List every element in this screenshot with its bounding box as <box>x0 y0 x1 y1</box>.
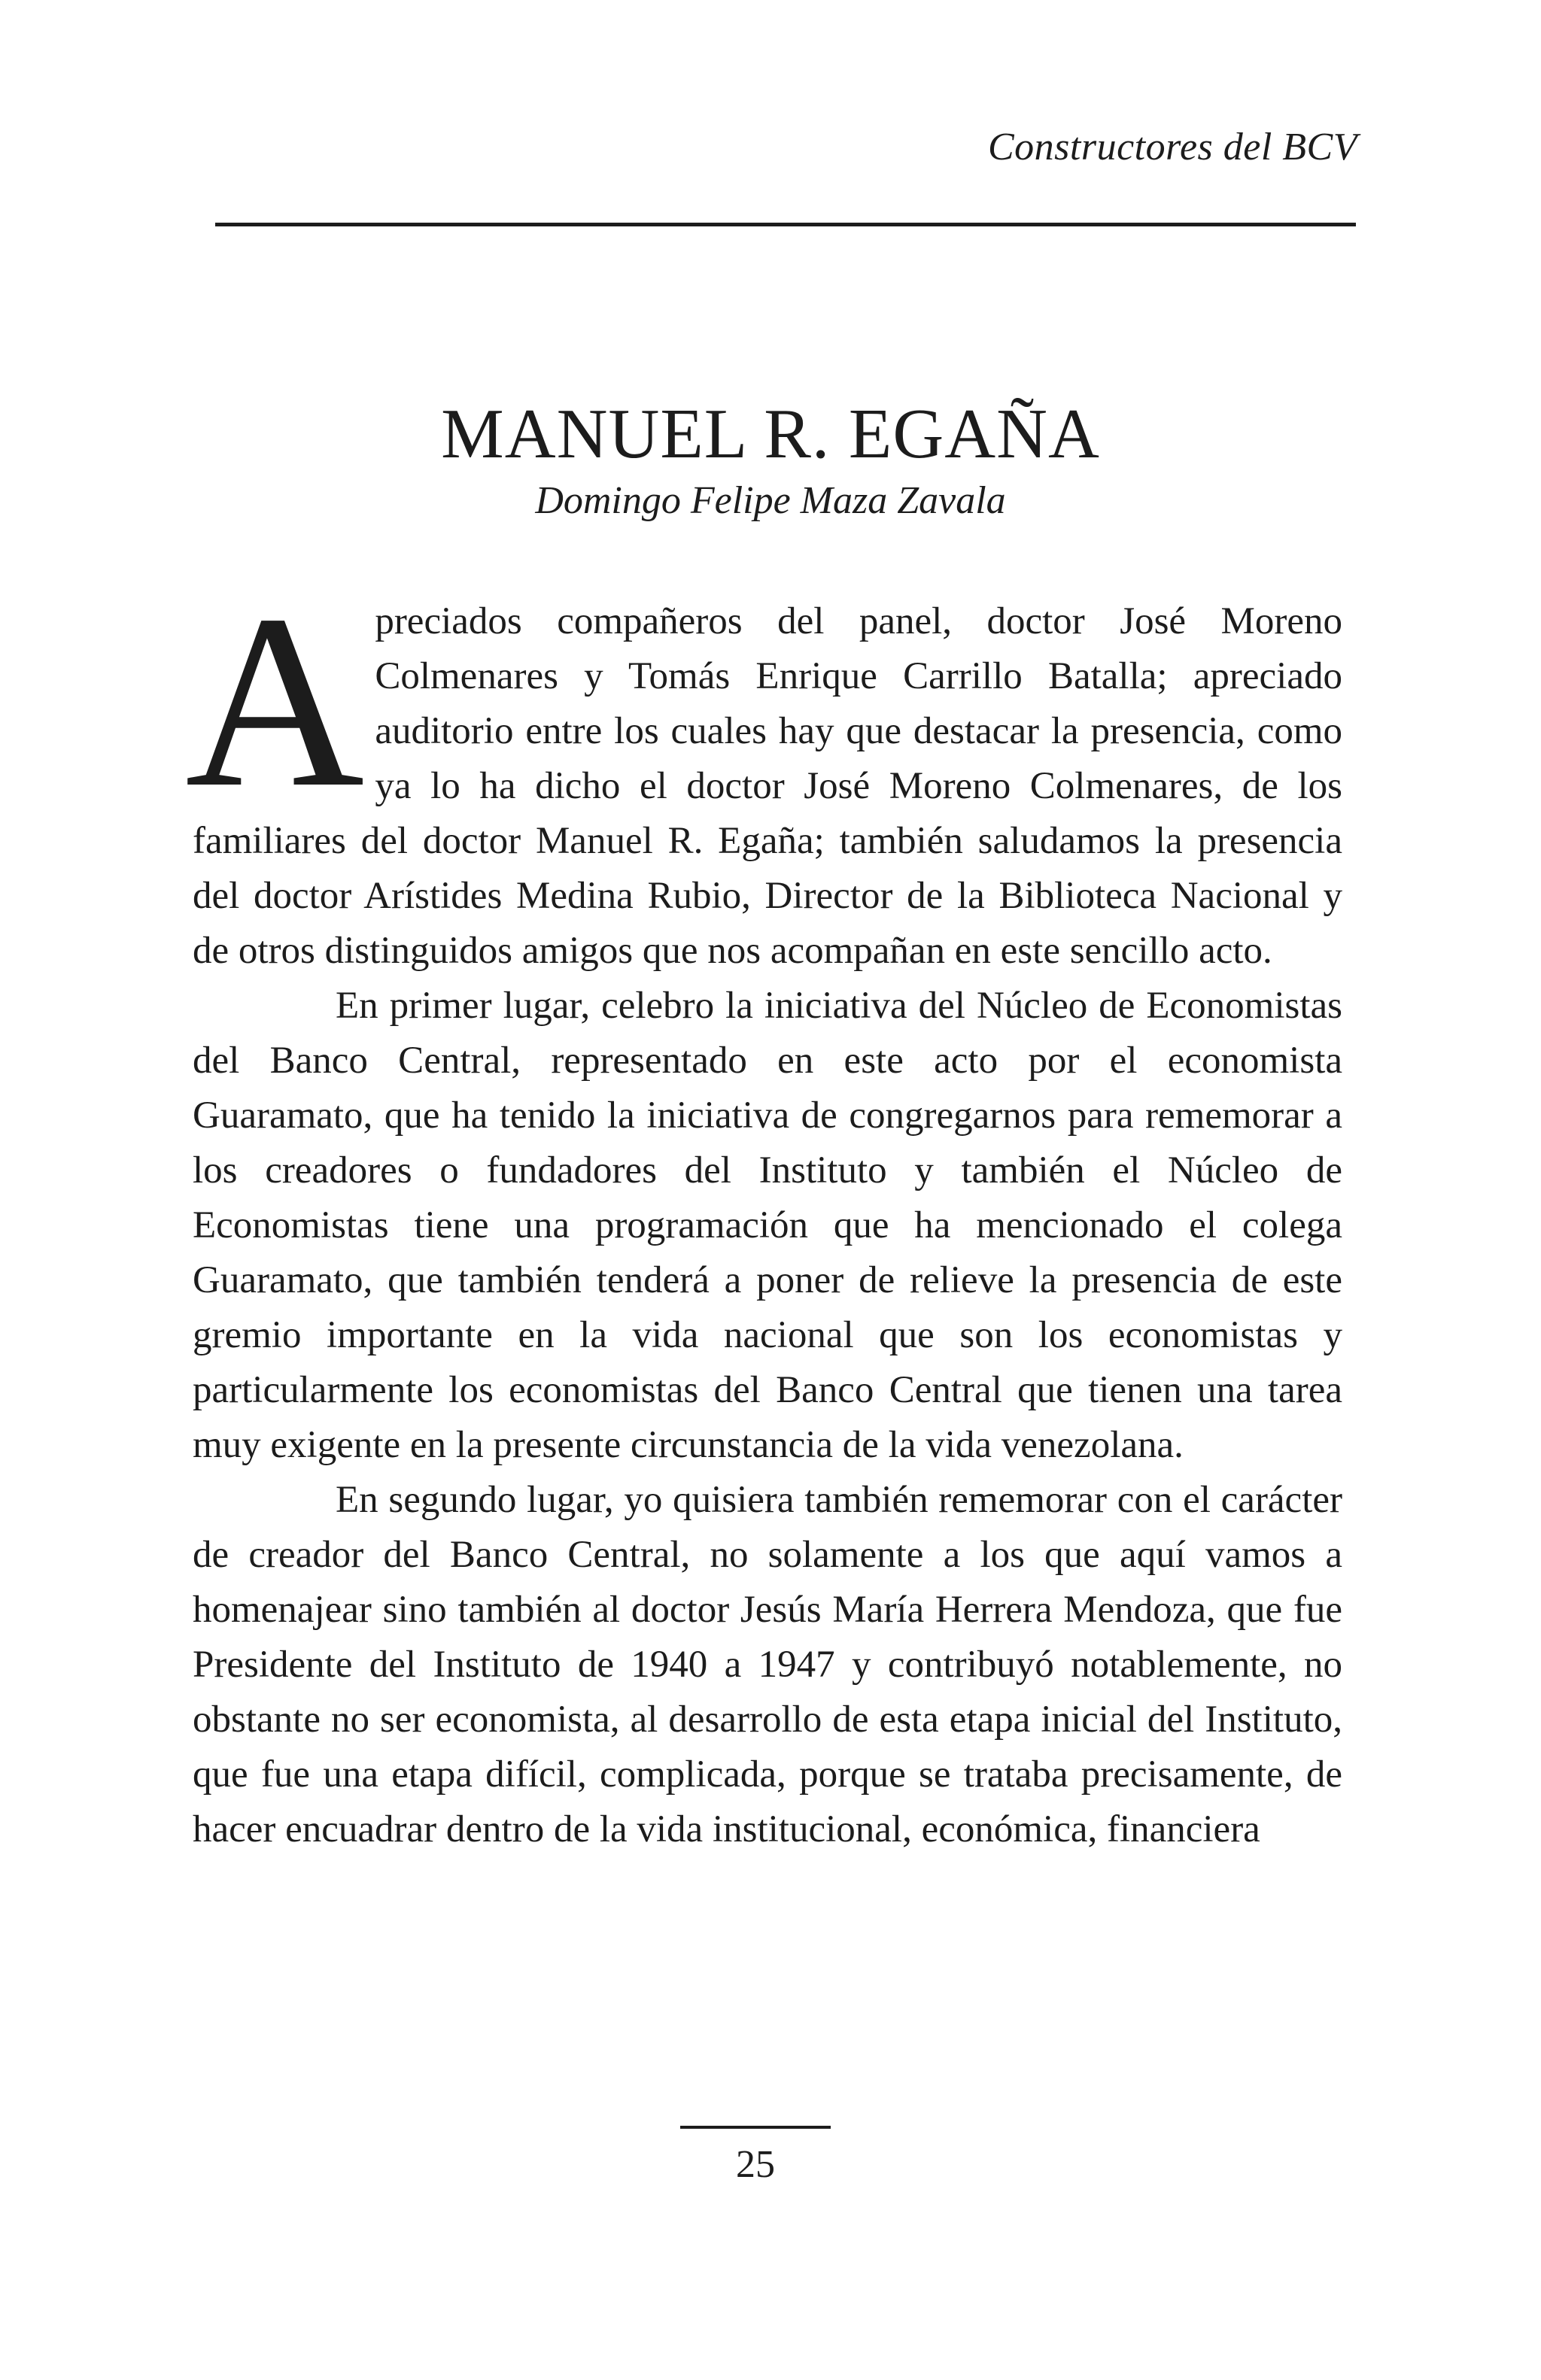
page-number: 25 <box>736 2143 775 2186</box>
paragraph-1 <box>185 564 1342 979</box>
chapter-author: Domingo Felipe Maza Zavala <box>535 479 1006 522</box>
paragraph-1-text: preciados compañeros del panel, doctor José Moreno Colmenares y Tomás Enrique Carrillo Batalla; apreciado auditorio entre los cuales hay que destacar la presencia, como ya lo ha dicho el doctor José Moreno Colmenares, de los familiares del doctor Manuel R. Egaña; también saludamos la presencia del doctor Arístides Medina Rubio, Director de la Biblioteca Nacional y de otros distinguidos amigos que nos acompañan en este sencillo acto. <box>193 600 1342 972</box>
chapter-title <box>0 395 1541 473</box>
drop-cap: A <box>185 564 365 839</box>
paragraph-3: En segundo lugar, yo quisiera también rememorar con el carácter de creador del Banco Central, no solamente a los que aquí vamos a homenajear sino también al doctor Jesús María Herrera Mendoza, que fue Presidente del Instituto de 1940 a 1947 y contribuyó notablemente, no obstante no ser economista, al desarrollo de esta etapa inicial del Instituto, que fue una etapa difícil, complicada, porque se trataba precisamente, de hacer encuadrar dentro de la vida institucional, económica, financiera <box>193 1479 1342 1850</box>
paragraph-2: En primer lugar, celebro la iniciativa del Núcleo de Economistas del Banco Central, representado en este acto por el economista Guaramato, que ha tenido la iniciativa de congregarnos para rememorar a los creadores o fundadores del Instituto y también el Núcleo de Economistas tiene una programación que ha mencionado el colega Guaramato, que también tenderá a poner de relieve la presencia de este gremio importante en la vida nacional que son los economistas y particularmente los economistas del Banco Central que tienen una tarea muy exigente en la presente circunstancia de la vida venezolana. <box>193 985 1342 1466</box>
body-text <box>185 564 1342 1857</box>
chapter-title-text: MANUEL R. EGAÑA <box>441 395 1100 473</box>
footer-rule <box>680 2126 831 2129</box>
running-header: Constructores del BCV <box>988 126 1357 168</box>
header-rule <box>215 223 1356 226</box>
